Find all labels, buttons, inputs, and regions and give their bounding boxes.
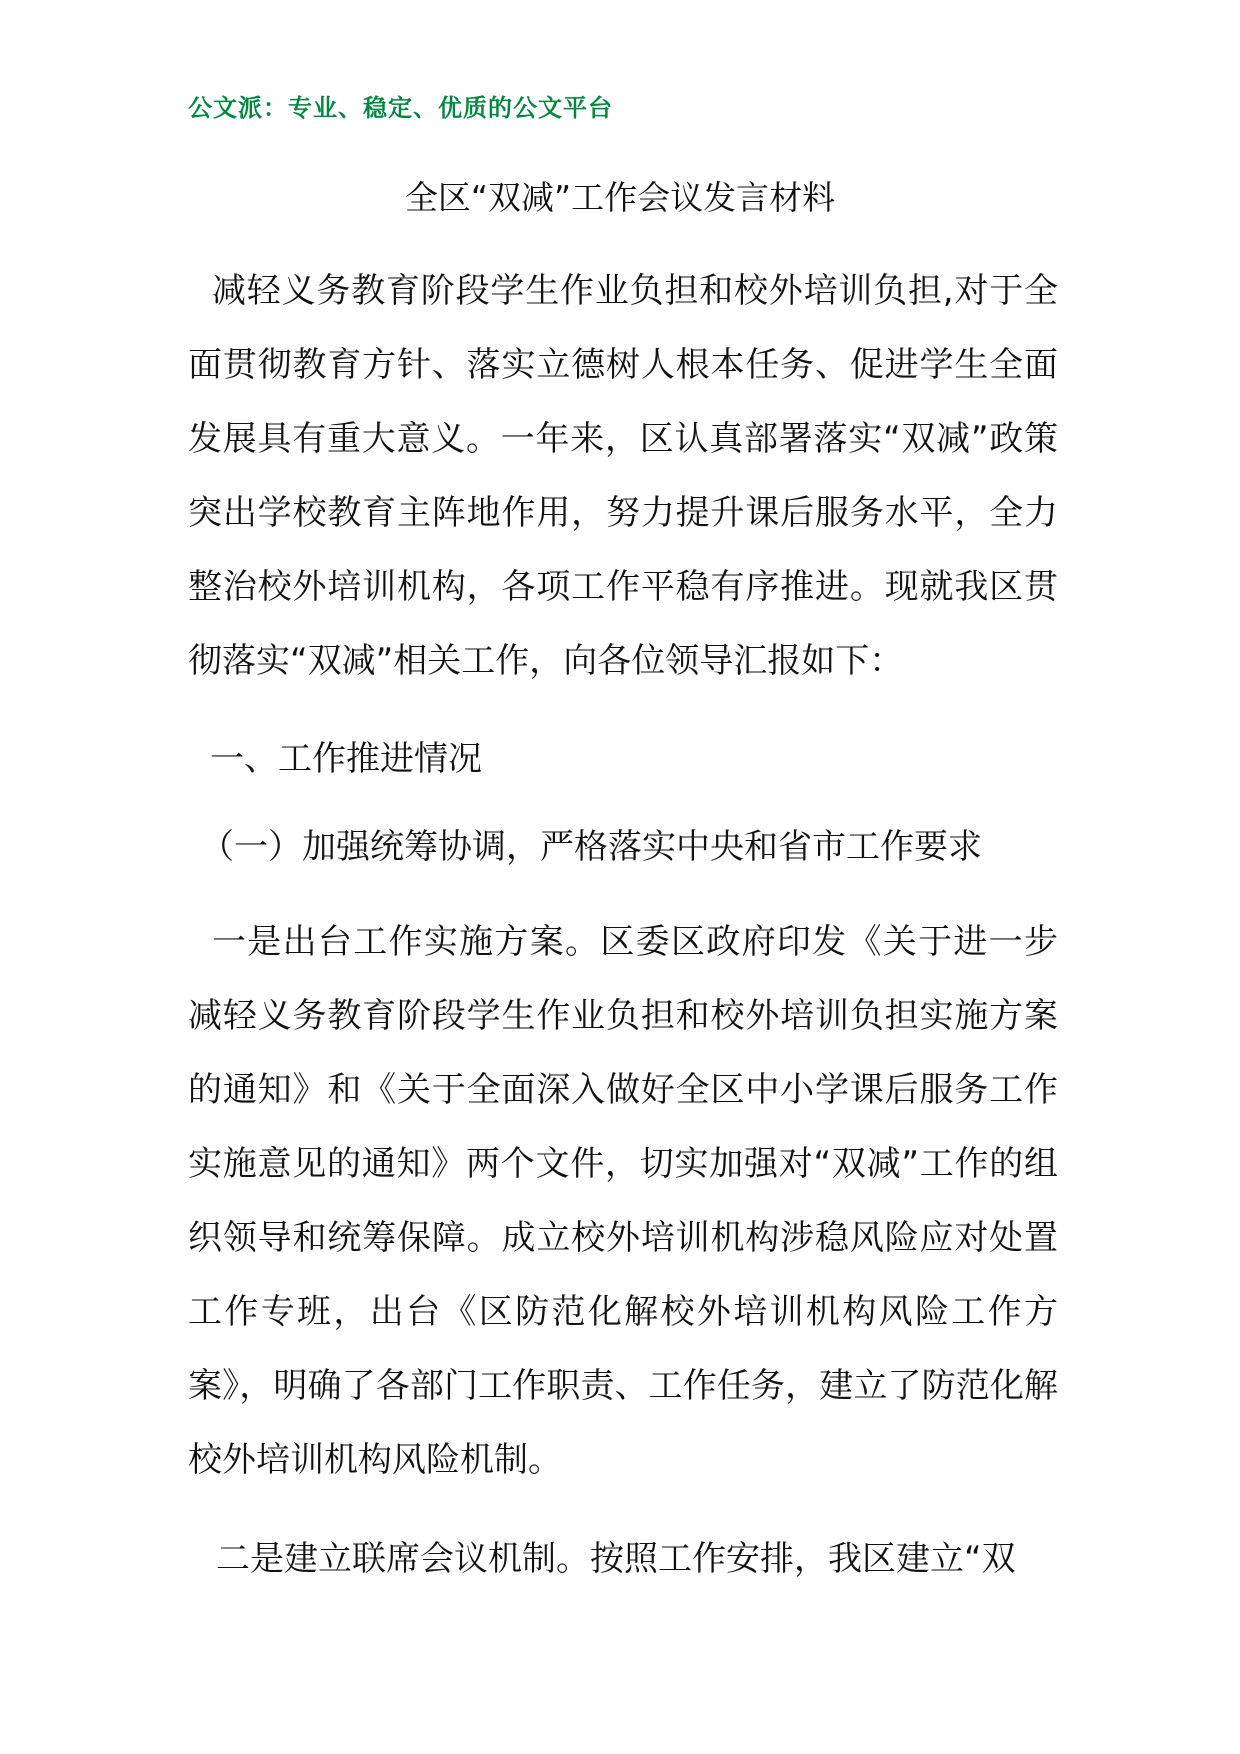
item-two-paragraph: 二是建立联席会议机制。按照工作安排，我区建立“双 xyxy=(216,1539,1016,1579)
section-heading: 一、工作推进情况 xyxy=(210,739,482,779)
item-one-paragraph: 一是出台工作实施方案。区委区政府印发《关于进一步减轻义务教育阶段学生作业负担和校外培训负担实施方案的通知》和《关于全面深入做好全区中小学课后服务工作实施意见的通知》两个文件，切实加强对“双减”工作的组织领导和统筹保障。成立校外培训机构涉稳风险应对处置工作专班，出台《区防范化解校外培训机构风险工作方案》，明确了各部门工作职责、工作任务，建立了防范化解校外培训机构风险机制。 xyxy=(188,922,1058,1480)
platform-banner: 公文派：专业、稳定、优质的公文平台 xyxy=(188,94,613,122)
subsection-heading: （一）加强统筹协调，严格落实中央和省市工作要求 xyxy=(200,827,982,867)
intro-paragraph: 减轻义务教育阶段学生作业负担和校外培训负担,对于全面贯彻教育方针、落实立德树人根本任务、促进学生全面发展具有重大意义。一年来，区认真部署落实“双减”政策突出学校教育主阵地作用，努力提升课后服务水平，全力整治校外培训机构，各项工作平稳有序推进。现就我区贯彻落实“双减”相关工作，向各位领导汇报如下： xyxy=(188,271,1058,681)
document-title: 全区“双减”工作会议发言材料 xyxy=(404,178,836,217)
